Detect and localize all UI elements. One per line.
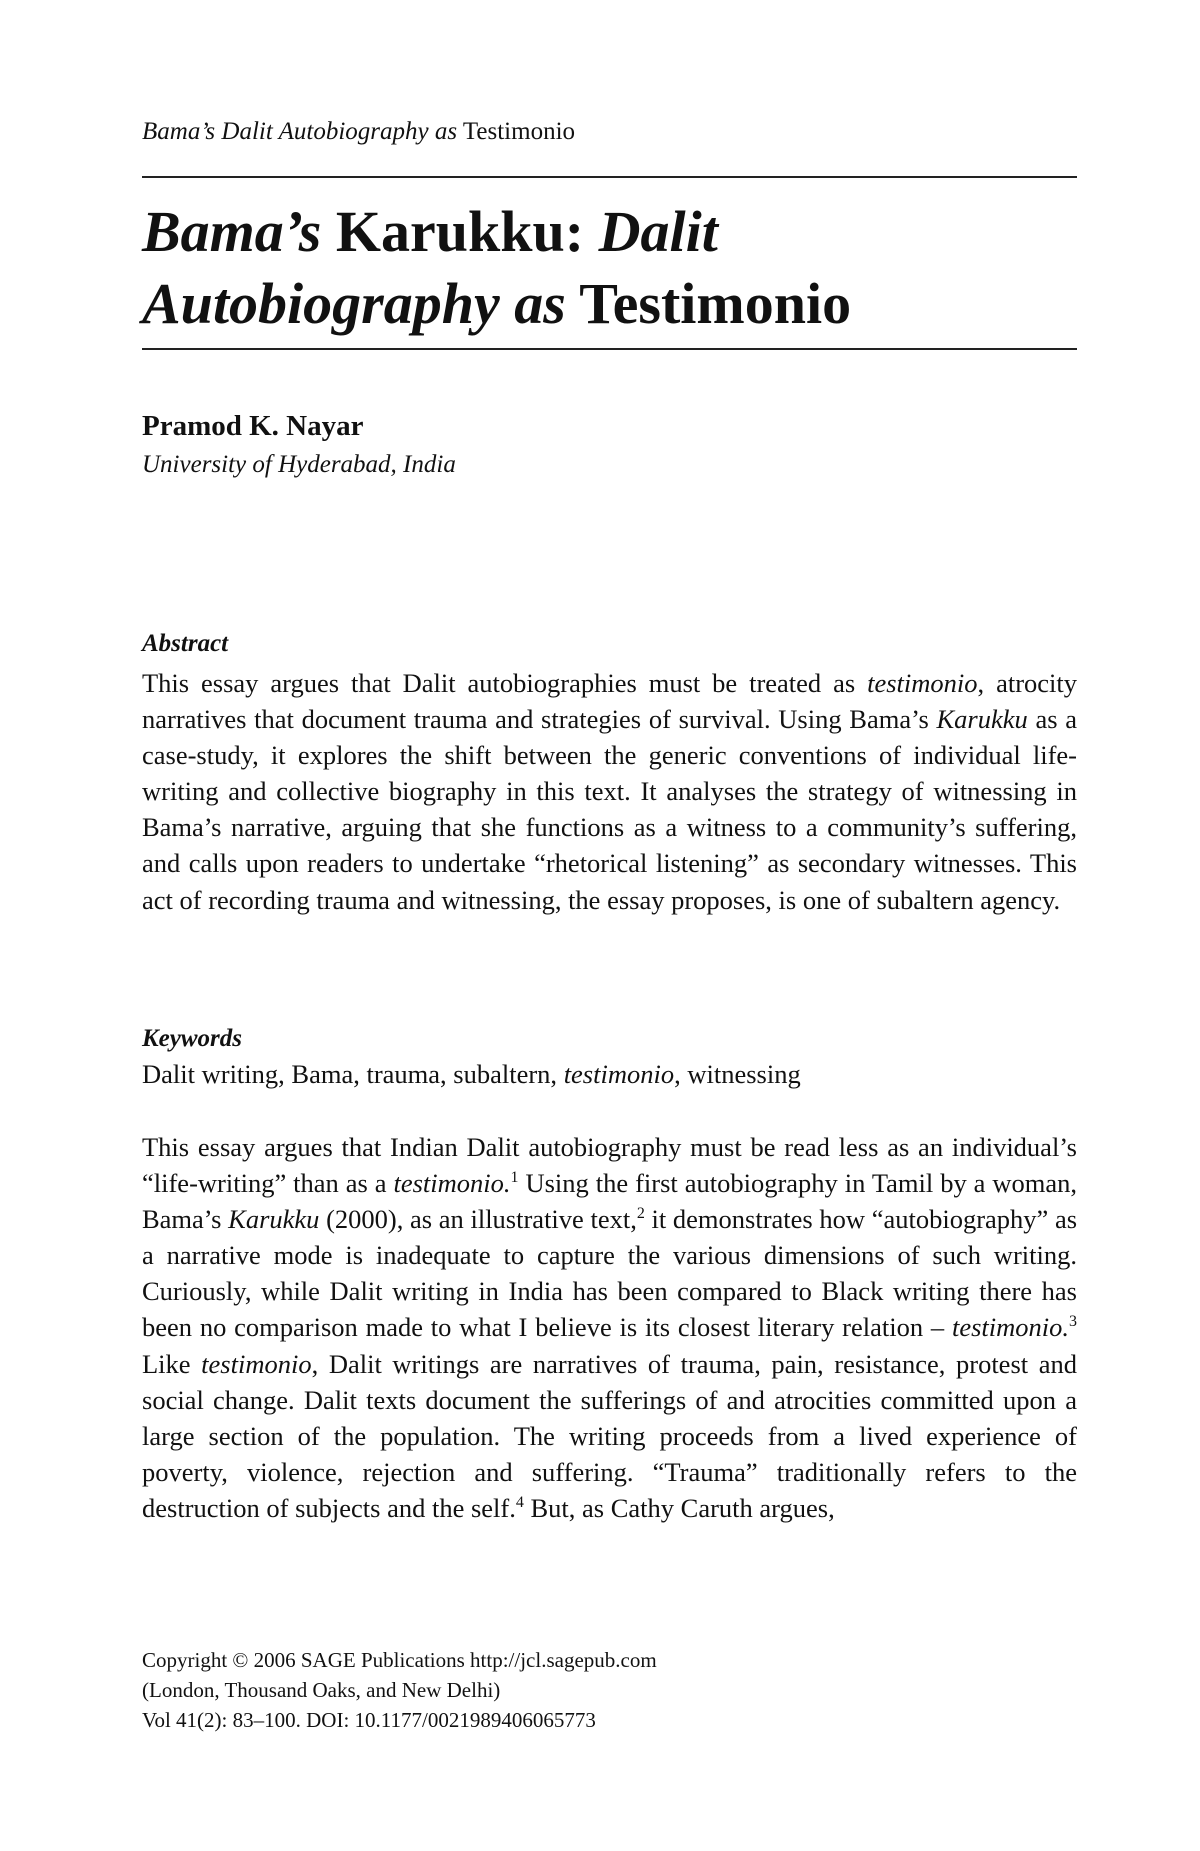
copyright-line: Copyright © 2006 SAGE Publications http://jcl.sagepub.com — [142, 1648, 657, 1672]
keywords-text-2: , witnessing — [674, 1059, 801, 1089]
abstract-italic-1: testimonio — [867, 668, 978, 698]
abstract-heading: Abstract — [142, 630, 229, 657]
author-affiliation: University of Hyderabad, India — [142, 451, 456, 478]
abstract-italic-2: Karukku — [936, 704, 1028, 735]
publisher-location-line: (London, Thousand Oaks, and New Delhi) — [142, 1678, 501, 1702]
body-text-1: This essay argues that Indian Dalit autobiography must be read less as an individual’s “life-writing” than as a — [142, 1132, 1077, 1199]
body-italic-1: testimonio. — [393, 1168, 511, 1199]
keywords-italic: testimonio — [563, 1059, 675, 1089]
footnote-ref-4[interactable]: 4 — [515, 1494, 524, 1512]
footnote-ref-2[interactable]: 2 — [636, 1205, 645, 1223]
running-head — [142, 118, 575, 146]
body-text-5: Like — [142, 1348, 191, 1379]
keywords-heading: Keywords — [142, 1025, 242, 1052]
abstract-text-2: , atrocity narratives that document trauma and strategies of survival. Using Bama’s — [142, 668, 1078, 735]
footnote-ref-3[interactable]: 3 — [1069, 1313, 1078, 1331]
body-paragraph — [142, 1129, 1077, 1526]
body-text-7: But, as Cathy Caruth argues, — [530, 1492, 835, 1523]
abstract-text-3: as a case-study, it explores the shift between the generic conventions of individual life-writing and collective biography in this text. It analyses the strategy of witnessing in Bama’s narrative, arguing that she functions as a witness to a community’s suffering, and calls upon readers to undertake “rhetorical listening” as secondary witnesses. This act of recording trauma and witnessing, the essay proposes, is one of subaltern agency. — [142, 704, 1078, 915]
body-text-3: (2000), as an illustrative text, — [326, 1204, 637, 1235]
abstract-text-1: This essay argues that Dalit autobiographies must be treated as — [142, 668, 856, 698]
article-title — [142, 196, 1077, 340]
body-text-6: , Dalit writings are narratives of trauma, pain, resistance, protest and social change. Dalit texts document the sufferings of and atrocities committed upon a large section of the population. The writing proceeds from a lived experience of poverty, violence, rejection and suffering. “Trauma” traditionally refers to the destruction of subjects and the self. — [142, 1348, 1077, 1523]
title-top-rule — [142, 176, 1077, 178]
body-text-4: it demonstrates how “autobiography” as a narrative mode is inadequate to capture the various dimensions of such writing. Curiously, while Dalit writing in India has been compared to Black writing there has been no comparison made to what I believe is its closest literary relation – — [142, 1204, 1078, 1343]
author-name: Pramod K. Nayar — [142, 410, 364, 442]
body-italic-3: testimonio. — [951, 1312, 1070, 1343]
footnote-ref-1[interactable]: 1 — [510, 1169, 519, 1187]
keywords-text-1: Dalit writing, Bama, trauma, subaltern, — [142, 1059, 558, 1089]
title-part-3: Dalit Autobiography as — [142, 199, 718, 336]
title-part-2: Karukku: — [335, 199, 585, 264]
running-head-roman: Testimonio — [462, 118, 576, 145]
keywords-list — [142, 1059, 801, 1090]
body-italic-2: Karukku — [228, 1204, 320, 1235]
volume-doi-line: Vol 41(2): 83–100. DOI: 10.1177/0021989406065773 — [142, 1708, 596, 1732]
body-italic-4: testimonio — [201, 1348, 312, 1379]
body-text-2: Using the first autobiography in Tamil by a woman, Bama’s — [142, 1168, 1078, 1235]
abstract-body — [142, 665, 1077, 918]
title-part-1: Bama’s — [142, 199, 322, 264]
running-head-italic: Bama’s Dalit Autobiography as — [142, 118, 458, 145]
copyright-footer — [142, 1645, 657, 1735]
title-bottom-rule — [142, 348, 1077, 350]
title-part-4: Testimonio — [579, 271, 852, 336]
